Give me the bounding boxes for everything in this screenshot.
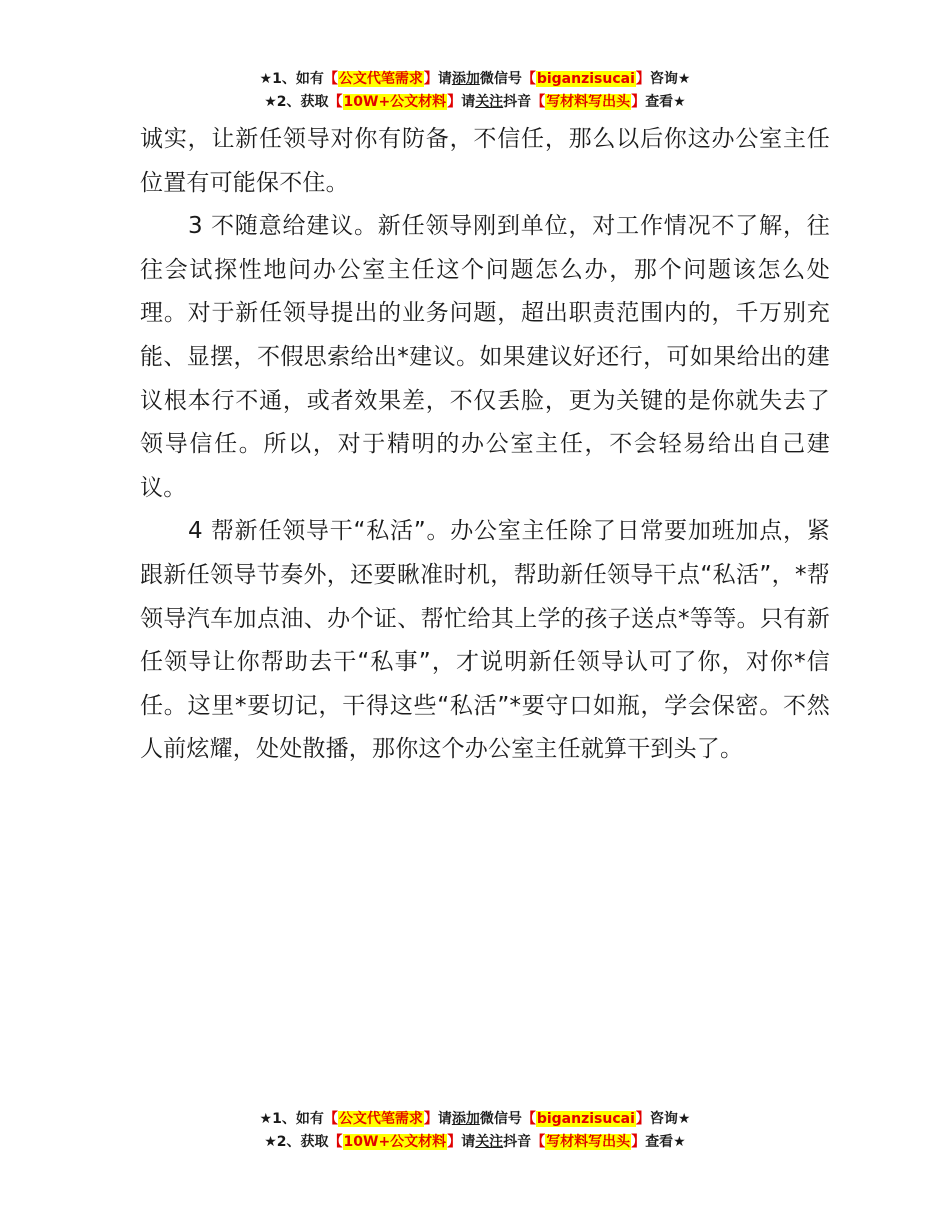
bracket-left: 【 xyxy=(531,1134,546,1150)
banner-text-underlined: 关注 xyxy=(475,1134,504,1150)
bracket-right: 】 xyxy=(631,94,646,110)
bracket-left: 【 xyxy=(323,1111,338,1127)
paragraph: 3 不随意给建议。新任领导刚到单位，对工作情况不了解，往往会试探性地问办公室主任这个问题怎么办，那个问题该怎么处理。对于新任领导提出的业务问题，超出职责范围内的，千万别充能、显摆，不假思索给出*建议。如果建议好还行，可如果给出的建议根本行不通，或者效果差，不仅丢脸，更为关键的是你就失去了领导信任。所以，对于精明的办公室主任，不会轻易给出自己建议。 xyxy=(140,213,830,501)
banner-text: 请 xyxy=(461,94,476,110)
banner-line-1-prefix: ★1、如有 xyxy=(259,71,324,87)
bracket-right: 】 xyxy=(423,1111,438,1127)
footer-banner xyxy=(0,1108,950,1154)
paragraph: 4 帮新任领导干“私活”。办公室主任除了日常要加班加点，紧跟新任领导节奏外，还要瞅准时机，帮助新任领导干点“私活”，*帮领导汽车加点油、办个证、帮忙给其上学的孩子送点*等等。只有新任领导让你帮助去干“私事”，才说明新任领导认可了你，对你*信任。这里*要切记，干得这些“私活”*要守口如瓶，学会保密。不然人前炫耀，处处散播，那你这个办公室主任就算干到头了。 xyxy=(140,518,830,763)
banner-text: 抖音 xyxy=(503,1134,532,1150)
banner-line-2-suffix: 查看★ xyxy=(645,94,686,110)
bracket-right: 】 xyxy=(447,1134,462,1150)
bracket-right: 】 xyxy=(635,71,650,87)
banner-line-2-prefix: ★2、获取 xyxy=(264,94,329,110)
banner-line-1-suffix: 咨询★ xyxy=(649,71,691,87)
banner-highlight-materials: 10W+公文材料 xyxy=(343,1134,447,1150)
banner-text-underlined: 关注 xyxy=(475,94,504,110)
banner-line-1 xyxy=(0,68,950,91)
paragraph: 诚实，让新任领导对你有防备，不信任，那么以后你这办公室主任位置有可能保不住。 xyxy=(140,126,830,196)
bracket-right: 】 xyxy=(631,1134,646,1150)
banner-text: 抖音 xyxy=(503,94,532,110)
bracket-left: 【 xyxy=(521,71,536,87)
banner-highlight-service: 公文代笔需求 xyxy=(338,1111,423,1127)
bracket-left: 【 xyxy=(521,1111,536,1127)
banner-text: 请 xyxy=(437,71,452,87)
banner-text-underlined: 添加 xyxy=(451,71,480,87)
banner-line-2 xyxy=(0,1131,950,1154)
bracket-right: 】 xyxy=(635,1111,650,1127)
banner-highlight-materials: 10W+公文材料 xyxy=(343,94,447,110)
bracket-left: 【 xyxy=(531,94,546,110)
header-banner xyxy=(0,68,950,114)
document-body xyxy=(140,118,830,772)
banner-line-2 xyxy=(0,91,950,114)
banner-line-2-prefix: ★2、获取 xyxy=(264,1134,329,1150)
banner-highlight-wechat-id: biganzisucai xyxy=(536,71,635,87)
banner-line-1 xyxy=(0,1108,950,1131)
bracket-left: 【 xyxy=(328,1134,343,1150)
bracket-left: 【 xyxy=(323,71,338,87)
bracket-right: 】 xyxy=(447,94,462,110)
banner-line-2-suffix: 查看★ xyxy=(645,1134,686,1150)
banner-text: 请 xyxy=(437,1111,452,1127)
bracket-left: 【 xyxy=(328,94,343,110)
banner-highlight-douyin-account: 写材料写出头 xyxy=(546,1134,631,1150)
banner-highlight-douyin-account: 写材料写出头 xyxy=(546,94,631,110)
banner-text-underlined: 添加 xyxy=(451,1111,480,1127)
banner-text: 微信号 xyxy=(479,71,522,87)
banner-highlight-service: 公文代笔需求 xyxy=(338,71,423,87)
banner-line-1-suffix: 咨询★ xyxy=(649,1111,691,1127)
banner-text: 微信号 xyxy=(479,1111,522,1127)
banner-line-1-prefix: ★1、如有 xyxy=(259,1111,324,1127)
banner-text: 请 xyxy=(461,1134,476,1150)
banner-highlight-wechat-id: biganzisucai xyxy=(536,1111,635,1127)
bracket-right: 】 xyxy=(423,71,438,87)
